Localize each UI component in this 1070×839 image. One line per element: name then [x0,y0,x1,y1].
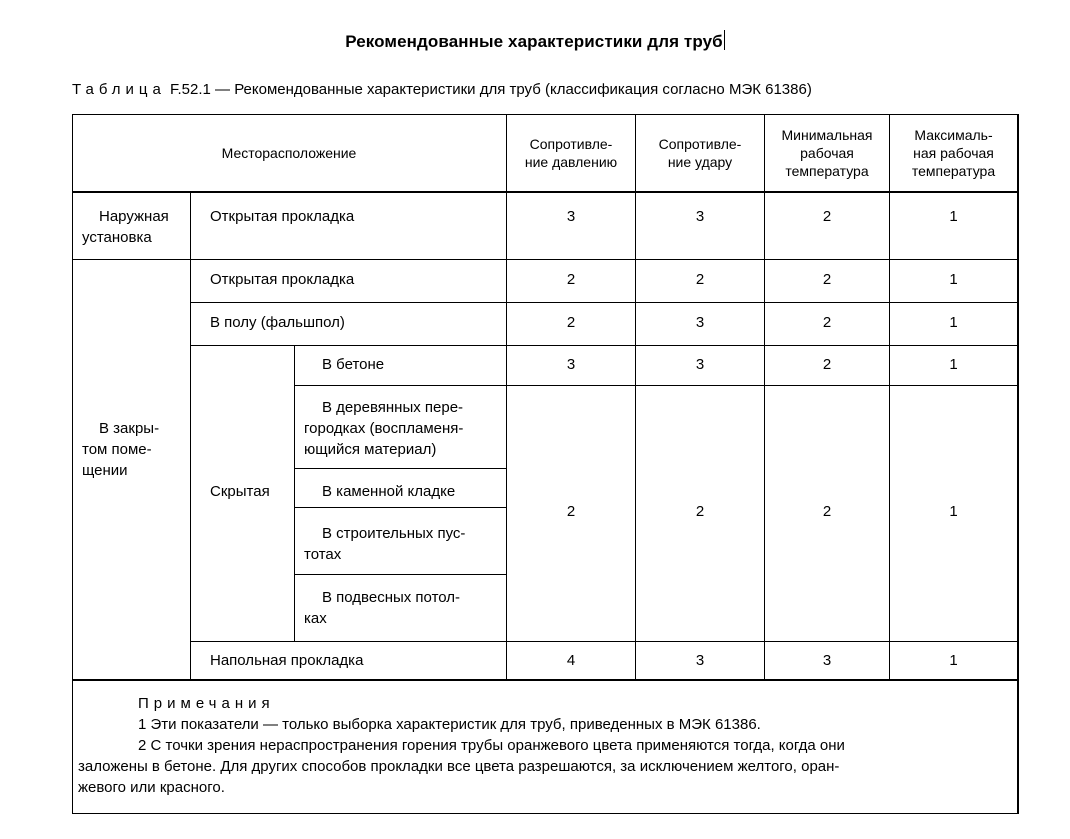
caption-number: F.52.1 [170,81,211,98]
col-divider [506,114,507,680]
row-label-cavities: В строительных пус- тотах [304,525,466,563]
notes-divider [72,679,1018,681]
notes-heading: Примечания [138,695,275,712]
row-divider [190,302,1018,303]
text-cursor [724,30,725,50]
table-caption [72,81,812,98]
value-pressure: 3 [566,208,576,225]
col-divider [764,114,765,680]
page-title: Рекомендованные характеристики для труб [345,32,723,51]
row-label-ceilings: В подвесных потол- ках [304,589,461,627]
caption-text: — Рекомендованные характеристики для труб (классификация согласно МЭК 61386) [215,81,812,98]
caption-word: Таблица [72,81,166,98]
header-pressure: Сопротивле- ние давлению [524,136,618,170]
value-pressure: 2 [566,314,576,331]
value-impact: 2 [695,271,705,288]
row-label: Открытая прокладка [210,208,355,225]
row-label-wooden: В деревянных пере- городках (воспламеня- ющийся материал) [304,399,464,458]
row-divider [294,468,506,469]
row-label: В полу (фальшпол) [210,314,345,331]
note-2-continuation: заложены в бетоне. Для других способов прокладки все цвета разрешаются, за исключением желтого, оран- [78,758,840,775]
col-divider [294,345,295,641]
value-impact: 3 [695,314,705,331]
header-location: Месторасположение [221,145,357,161]
value-max-temp: 1 [949,652,958,669]
header-impact: Сопротивле- ние удару [658,136,742,170]
value-max-temp: 1 [949,314,958,331]
note-2: 2 С точки зрения нераспространения горения трубы оранжевого цвета применяются тогда, когда они [138,737,845,754]
value-pressure: 4 [566,652,576,669]
row-divider [294,507,506,508]
value-max-temp: 1 [949,356,958,373]
col-divider [635,114,636,680]
value-max-temp: 1 [949,271,958,288]
value-min-temp: 2 [822,356,832,373]
value-min-temp: 2 [822,503,832,520]
group-outdoor: Наружная установка [82,208,169,246]
row-divider [294,385,1018,386]
value-pressure: 2 [566,271,576,288]
value-impact: 3 [695,652,705,669]
value-min-temp: 2 [822,208,832,225]
group-hidden: Скрытая [210,483,270,500]
value-pressure: 2 [566,503,576,520]
col-divider [190,192,191,680]
group-indoor: В закры- том поме- щении [82,420,160,479]
row-label: Открытая прокладка [210,271,355,288]
value-min-temp: 3 [822,652,832,669]
note-1: 1 Эти показатели — только выборка характеристик для труб, приведенных в МЭК 61386. [138,716,761,733]
value-max-temp: 1 [949,503,958,520]
row-divider [294,574,506,575]
row-divider [72,259,1018,260]
table-border-bottom [72,813,1018,814]
value-pressure: 3 [566,356,576,373]
value-impact: 2 [695,503,705,520]
row-divider [190,345,1018,346]
value-max-temp: 1 [949,208,958,225]
value-impact: 3 [695,356,705,373]
row-label-masonry: В каменной кладке [322,483,456,500]
table-border-top [72,114,1018,115]
header-min-temp: Минимальная рабочая температура [781,127,873,179]
value-min-temp: 2 [822,314,832,331]
row-label: Напольная прокладка [210,652,364,669]
notes [72,693,1018,798]
col-divider [889,114,890,680]
note-2-end: жевого или красного. [78,779,225,796]
value-min-temp: 2 [822,271,832,288]
value-impact: 3 [695,208,705,225]
row-divider [190,641,1018,642]
header-max-temp: Максималь- ная рабочая температура [911,127,996,179]
header-divider [72,191,1018,193]
row-label: В бетоне [322,356,385,373]
